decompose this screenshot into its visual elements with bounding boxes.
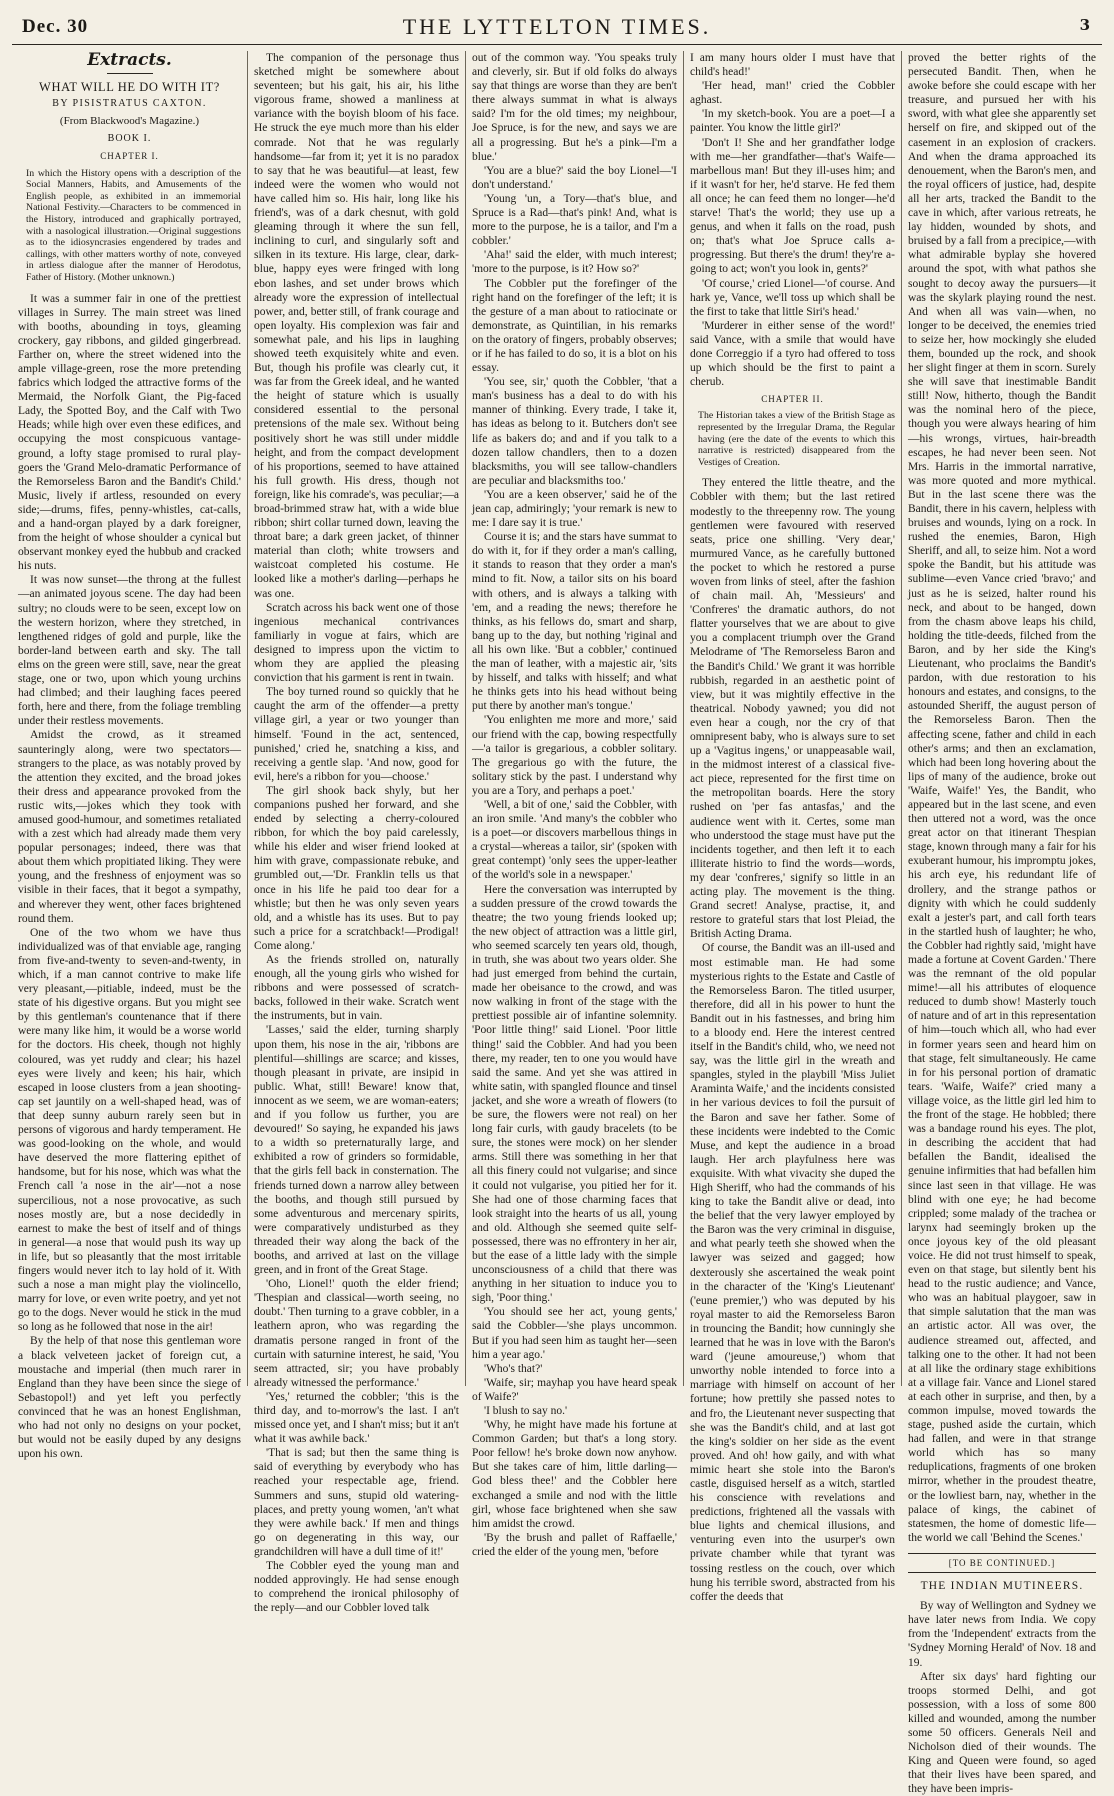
paragraph: By way of Wellington and Sydney we have later news from India. We copy from the 'Independent' extracts from the 'Sydney Morning Herald' of Nov. 18 and 19. [908,1600,1096,1669]
article-byline: BY PISISTRATUS CAXTON. [52,98,207,110]
paragraph: After six days' hard fighting our troops stormed Delhi, and got possession, with a loss of some 800 killed and wounded, among the number some 50 officers. Generals Neil and Nicholson died of their wounds. The King and Queen were found, so aged that their lives have been spared, and they have been impris- [908,1670,1096,1796]
paragraph: One of the two whom we have thus individualized was of that enviable age, ranging from five-and-twenty to seven-and-twenty, in which, if a man cannot contrive to make life very pleasant,—pitiable, indeed, must be the state of his digestive organs. But you might see by this gentleman's countenance that if there were many like him, it would be a worse world for the doctors. His cheek, though not highly coloured, was yet ruddy and clear; his hazel eyes were lively and keen; his hair, which escaped in loose clusters from a jean shooting-cap set jauntily on a well-shaped head, was of that deep sunny auburn rarely seen but in persons of vigorous and hardy temperament. He was good-looking on the whole, and would have deserved the more flattering epithet of handsome, but for his nose, which was what the French call 'a nose in the air'—not a nose supercilious, not a nose provocative, as such noses mostly are, but a nose decidedly in earnest to make the best of itself and of things in general—a nose that would push its way up in life, but so pleasantly that the most irritable fingers would never itch to lay hold of it. With such a nose a man might play the violincello, marry for love, or even write poetry, and yet not go to the dogs. Never would he stick in the mud so long as he followed that nose in the air! [18,926,241,1334]
paragraph: They entered the little theatre, and the Cobbler with them; but the last retired modestly to the threepenny row. The young gentlemen were favoured with reserved seats, price one shilling. 'Very dear,' murmured Vance, as he carefully buttoned the pocket to which he restored a purse woven from links of steel, after the fashion of chain mail. Ah, 'Messieurs' and 'Confreres' the dramatic authors, do not flatter yourselves that we are about to give you a complacent triumph over the Grand Melodrame of 'The Remorseless Baron and the Bandit's Child.' We grant it was horrible rubbish, regarded in an aesthetic point of view, but it was mightily effective in the theatrical. Nobody yawned; you did not even hear a cough, nor the cry of that omnipresent baby, who is always sure to set up a 'Vagitus ingens,' or unappeasable wail, in the midmost interest of a classical five-act piece, represented for the first time on the metropolitan boards. Here the story rushed on 'per fas antasfas,' and the audience went with it. Certes, some man who understood the stage must have put the incidents together, and then left it to each illiterate histrio to find the words—words, my dear 'confreres,' signify so little in an acting play. The movement is the thing. Grand secret! Analyse, practise, it, and restore to grateful stars that lost Pleiad, the British Acting Drama. [690,477,895,941]
masthead [12,10,1102,45]
paragraph: The boy turned round so quickly that he caught the arm of the offender—a pretty village girl, a year or two younger than himself. 'Found in the act, sentenced, punished,' cried he, snatching a kiss, and receiving a gentle slap. 'And now, good for evil, here's a ribbon for you—choose.' [254,686,459,783]
chapter-2-heading: CHAPTER II. [761,394,824,405]
to-be-continued: [TO BE CONTINUED.] [908,1553,1096,1573]
chapter-2-synopsis: The Historian takes a view of the British Stage as represented by the Irregular Drama, the Regular having (ere the date of the events to which this narrative is restricted) disappeared from the Vestiges of Creation. [698,410,895,468]
paragraph: Scratch across his back went one of those ingenious mechanical contrivances familiarly in vogue at fairs, which are designed to impress upon the victim to whom they are applied the pleasing conviction that his garment is rent in twain. [254,601,459,685]
paragraph: 'Who's that?' [484,1362,543,1375]
paragraph: The Cobbler eyed the young man and nodded approvingly. He had sense enough to comprehend the ironical philosophy of the reply—and our Cobbler loved talk [254,1560,459,1615]
paragraph: 'By the brush and pallet of Raffaelle,' cried the elder of the young men, 'before [472,1531,677,1558]
paragraph: 'Waife, sir; mayhap you have heard speak of Waife?' [472,1376,677,1403]
paragraph: It was now sunset—the throng at the fullest—an animated joyous scene. The day had been sultry; no clouds were to be seen, except low on the western horizon, where they stretched, in lengthened ridges of gold and purple, like the border-land between earth and sky. The tall elms on the green were still, save, near the great stage, one or two, upon which young urchins had climbed; and their laughing faces peered forth, here and there, from the foliage trembling under their restless movements. [18,574,241,728]
chapter-1-heading: CHAPTER I. [100,151,159,162]
issue-date: Dec. 30 [22,16,89,37]
paragraph: It was a summer fair in one of the prettiest villages in Surrey. The main street was lined with booths, abounding in toys, gleaming crockery, gay ribbons, and gilded gingerbread. Farther on, where the street widened into the ample village-green, rose the more pretending fabrics which lodged the attractive forms of the Mermaid, the Norfolk Giant, the Pig-faced Lady, the Spotted Boy, and the Calf with Two Heads; while high over even these edifices, and occupying the most conspicuous vantage-ground, a lofty stage promised to rural play-goers the 'Grand Melo-dramatic Performance of the Remorseless Baron and the Bandit's Child.' Music, lively if artless, resounded on every side;—drums, fifes, penny-whistles, cat-calls, and a hand-organ played by a dark foreigner, from the height of whose shoulder a cynical but observant monkey eyed the hubbub and cracked his nuts. [18,292,241,573]
column-4 [684,51,902,1603]
paragraph: Amidst the crowd, as it streamed saunteringly along, were two spectators—strangers to the place, as was notably proved by the attention they excited, and the broad jokes their dress and appearance provoked from the rustic wits,—jokes which they took with amused good-humour, and sometimes retaliated with a zest which had already made them very popular personages; indeed, there was that about them which propitiated liking. They were young, and the freshness of enjoyment was so visible in their faces, that it begot a sympathy, and wherever they went, other faces brightened round them. [18,729,241,925]
paragraph: 'You should see her act, young gents,' said the Cobbler—'she plays uncommon. But if you had seen him as taught her—seen him a year ago.' [472,1306,677,1361]
paragraph: Course it is; and the stars have summat to do with it, for if they order a man's calling, it stands to reason that they order a man's mind to fit. Now, a tailor sits on his board with others, and is always a talking with 'em, and a reading the news; therefore he thinks, as his fellows do, smart and sharp, bang up to the day, but nothing 'riginal and all his own like. 'But a cobbler,' continued the man of leather, with a majestic air, 'sits by hisself, and talks with hisself; and what he thinks gets into his head without being put there by another man's tongue.' [472,531,677,713]
paragraph: 'Well, a bit of one,' said the Cobbler, with an iron smile. 'And many's the cobbler who is a poet—or discovers marbellous things in a crystal—whereas a tailor, sir' (spoken with great contempt) 'only sees the upper-leather of the world's sole in a newspaper.' [472,798,677,882]
paragraph: 'I blush to say no.' [484,1405,568,1417]
paragraph: 'Murderer in either sense of the word!' said Vance, with a smile that would have done Correggio if a tyro had offered to toss up which should be the first to paint a cherub. [690,319,895,389]
paragraph: 'In my sketch-book. You are a poet—I a painter. You know the little girl?' [690,108,895,135]
paragraph: 'Oho, Lionel!' quoth the elder friend; 'Thespian and classical—worth seeing, no doubt.' Then turning to a grave cobbler, in a leathern apron, who was regarding the dramatis persone ranged in front of the curtain with saturnine interest, he said, 'You seem attracted, sir; you have probably already witnessed the performance.' [254,1278,459,1389]
paragraph: 'You see, sir,' quoth the Cobbler, 'that a man's business has a deal to do with his manner of thinking. Every trade, I take it, has ideas as belong to it. Butchers don't see life as bakers do; and and if you talk to a dozen tallow chandlers, then to a dozen blacksmiths, you will see tallow-chandlers are peculiar and blacksmiths too.' [472,376,677,487]
section-title: Extracts. [87,50,172,70]
paragraph: out of the common way. 'You speaks truly and cleverly, sir. But if old folks do always say that things are worse than they are ben't there always summat in what is always said? I'm for the old times; my neighbour, Joe Spruce, is for the new, and says we are all a progressing. But he's a pink—I'm a blue.' [472,52,677,163]
column-1 [12,50,248,1461]
paragraph: The girl shook back shyly, but her companions pushed her forward, and she ended by selecting a cherry-coloured ribbon, for which the boy paid carelessly, while his elder and wiser friend looked at him with grave, compassionate rebuke, and grumbled out,—'Dr. Franklin tells us that once in his life he paid too dear for a whistle; but then he was only seven years old, and a whistle has its uses. But to pay such a price for a scratchback!—Prodigal! Come along.' [254,784,459,952]
newspaper-title: THE LYTTELTON TIMES. [402,14,712,39]
paragraph: proved the better rights of the persecuted Bandit. Then, when he awoke before she could escape with her treasure, and pursued her with his sword, with what glee she apparently set herself on fire, and skipped out of the casement in an explosion of crackers. And when the drama approached its denouement, when the Baron's men, and the royal officers of justice, had, despite all her arts, tracked the Bandit to the cave in which, after various retreats, he lay hidden, wounded by shots, and bruised by a fall from a precipice,—with what admirable byplay she hovered around the spot, with what pathos she sought to decoy away the pursuers—it was the skylark playing round the nest. And when all was vain—when, no longer to be deceived, the enemies tried to seize her, how mockingly she eluded them, bounded up the rock, and shook her slight finger at them in scorn. Surely she will save that inestimable Bandit still! Now, hitherto, though the Bandit was the nominal hero of the piece, though you were always hearing of him—his wrongs, virtues, hair-breadth escapes, he had never been seen. Not Mrs. Harris in the immortal narrative, was more quoted and more mythical. But in the last scene there was the Bandit, there in his cavern, helpless with bruises and wounds, lying on a rock. In rushed the enemies, Baron, High Sheriff, and all, to seize him. Not a word spoke the Bandit, but his attitude was sublime—even Vance cried 'bravo;' and just as he is seized, halter round his neck, and about to be hanged, down from the chasm above leaps his child, holding the title-deeds, filched from the Baron, and by her side the King's Lieutenant, who proclaims the Bandit's pardon, with due restoration to his honours and estates, and consigns, to the astounded Sheriff, the august person of the Remorseless Baron. Then the affecting scene, father and child in each other's arms; and then an exclamation, which had been long hovering about the lips of many of the audience, broke out 'Waife, Waife!' Yes, the Bandit, who appeared but in the last scene, and even then uttered not a word, was the once great actor on that itinerant Thespian stage, known through many a fair for his exuberant humour, his impromptu jokes, his arch eye, his redundant life of drollery, and the strange pathos or dignity with which he could suddenly exalt a jester's part, and call forth tears in the startled hush of laughter; he who, the Cobbler had rightly said, 'might have made a fortune at Covent Garden.' There was the remnant of the old popular mime!—all his attributes of eloquence reduced to dumb show! Masterly touch of nature and of art in this representation of him—touch which all, who had ever in former years seen and heard him on that stage, felt simultaneously. He came in for his personal portion of dramatic tears. 'Waife, Waife?' cried many a village voice, as the little girl led him to the front of the stage. He hobbled; there was a bandage round his eyes. The plot, in describing the accident that had befallen the Bandit, idealised the genuine infirmities that had befallen him since last seen in that village. He was blind with one eye; he had become crippled; some malady of the trachea or larynx had seemingly broken up the once joyous key of the old pleasant voice. He did not trust himself to speak, even on that stage, but silently bent his head to the rustic audience; and Vance, who was an habitual playgoer, saw in that simple salutation that the man was an artistic actor. All was over, the audience streamed out, affected, and talking one to the other. It had not been at all like the ordinary stage exhibitions at a village fair. Vance and Lionel stared at each other in surprise, and then, by a common impulse, moved towards the stage, pushed aside the curtain, which had fallen, and were in that strange world which has so many reduplications, fragments of one broken mirror, whether in the proudest theatre, or the lowliest barn, nay, whether in the palace of kings, the cabinet of statesmen, the home of domestic life—the world we call 'Behind the Scenes.' [908,52,1096,1544]
paragraph: 'Don't I! She and her grandfather lodge with me—her grandfather—that's Waife—marbellous man! But they ill-uses him; and if it wasn't for her, he'd starve. He fed them all once; he can feed them no longer—he'd starve! That's the world; they use up a genus, and when it falls on the road, push on; that's what Joe Spruce calls a-progressing. But there's the drum! they're a-going to act; won't you look in, gents?' [690,136,895,276]
paragraph: 'Young 'un, a Tory—that's blue, and Spruce is a Rad—that's pink! And, what is more to the purpose, he is a tailor, and I'm a cobbler.' [472,192,677,248]
column-2 [248,51,466,1615]
article-title: WHAT WILL HE DO WITH IT? [39,80,220,95]
paragraph: I am many hours older I must have that child's head!' [690,52,895,79]
paragraph: 'Aha!' said the elder, with much interest; 'more to the purpose, is it? How so?' [472,249,677,276]
paragraph: 'Of course,' cried Lionel—'of course. And hark ye, Vance, we'll toss up which shall be the first to take that little Siri's head.' [690,277,895,318]
paragraph: 'That is sad; but then the same thing is said of everything by everybody who has reached your respectable age, friend. Summers and suns, stupid old watering-places, and pretty young women, 'an't what they were awhile back.' If men and things go on degenerating in this way, our grandchildren will have a dull time of it!' [254,1447,459,1558]
paragraph: 'Her head, man!' cried the Cobbler aghast. [690,80,895,107]
paragraph: 'Yes,' returned the cobbler; 'this is the third day, and to-morrow's the last. I an't missed once yet, and I shan't miss; but it an't what it was awhile back.' [254,1390,459,1446]
paragraph: The Cobbler put the forefinger of the right hand on the forefinger of the left; it is the gesture of a man about to ratiocinate or demonstrate, as Quintilian, in his remarks on the oratory of fingers, probably observes; or if he has failed to do so, it is a blot on his essay. [472,277,677,375]
page-number: 3 [1079,16,1090,34]
paragraph: Of course, the Bandit was an ill-used and most estimable man. He had some mysterious rights to the Estate and Castle of the Remorseless Baron. The titled usurper, therefore, did all in his power to hunt the Bandit out in his fastnesses, and bring him to a bloody end. Here the interest centred itself in the Bandit's child, who, we need not say, was the little girl in the wreath and spangles, styled in the playbill 'Miss Juliet Araminta Waife,' and the incidents consisted in her various devices to foil the pursuit of the Baron and save her father. Some of these incidents were indebted to the Comic Muse, and kept the audience in a broad laugh. Her arch playfulness here was exquisite. With what vivacity she duped the High Sheriff, who had the commands of his king to take the Bandit alive or dead, into the belief that the very lawyer employed by the Baron was the very criminal in disguise, and what pearly teeth she showed when the lawyer was seized and gagged; how dexterously she ascertained the weak point in the character of the 'King's Lieutenant' ('eune premier,') who was deputed by his royal master to aid the Remorseless Baron in trouncing the Bandit; how cunningly she learned that he was in love with the Baron's ward ('jeune amoureuse,') whom that unworthy noble intended to force into a marriage with himself on account of her fortune; how prettily she passed notes to and fro, the Lieutenant never suspecting that she was the Bandit's child, and at last got the king's soldier on her side as the event proved. And oh! how gaily, and with what mimic heart she stole into the Baron's castle, disguised herself as a witch, startled his conscience with revelations and predictions, frightened all the vassals with blue lights and chemical illusions, and venturing even into the usurper's own private chamber while that tyrant was tossing restless on the couch, over which hung his terrible sword, abstracted from his coffer the deeds that [690,942,895,1603]
paragraph: The companion of the personage thus sketched might be somewhere about seventeen; but his gait, his air, his lithe vigorous frame, showed a manliness at variance with the boyish bloom of his face. He struck the eye much more than his elder comrade. Not that he was regularly handsome—far from it; yet it is no paradox to say that he was beautiful—at least, few indeed were the women who would not have called him so. His hair, long like his friend's, was of a dark chesnut, with gold gleaming through it where the sun fell, inclining to curl, and singularly soft and silken in its texture. His large, clear, dark-blue, happy eyes were fringed with long ebon lashes, and set under brows which already wore the expression of intellectual power, and, better still, of frank courage and open loyalty. His complexion was fair and somewhat pale, and his lips in laughing showed teeth exquisitely white and even. But, though his profile was clearly cut, it was far from the Greek ideal, and he wanted the height of stature which is usually considered essential to the personal pretensions of the male sex. Without being positively short he was still under middle height, and from the compact development of his proportions, seemed to have attained his full growth. His dress, though not foreign, like his comrade's, was peculiar;—a broad-brimmed straw hat, with a wide blue ribbon; shirt collar turned down, leaving the throat bare; a dark green jacket, of thinner material than cloth; white trowsers and waistcoat completed his costume. He looked like a mother's darling—perhaps he was one. [254,52,459,600]
chapter-1-synopsis: In which the History opens with a description of the Social Manners, Habits, and Amusements of the English people, as exhibited in an immemorial National Festivity.—Characters to be commenced in the History, introduced and graphically portrayed, with a nasological illustration.—Original suggestions as to the idiosyncrasies engendered by trades and callings, with other matters worthy of note, conveyed in artless dialogue after the manner of Herodotus, Father of History. (Mother unknown.) [26,167,241,283]
paragraph: As the friends strolled on, naturally enough, all the young girls who wished for ribbons and were possessed of scratch-backs, followed in their wake. Scratch went the instruments, but in vain. [254,954,459,1023]
book-heading: BOOK I. [107,133,152,145]
paragraph: 'You enlighten me more and more,' said our friend with the cap, bowing respectfully—'a tailor is gregarious, a cobbler solitary. The gregarious go with the future, the solitary stick by the past. I understand why you are a Tory, and perhaps a poet.' [472,714,677,797]
column-5 [902,51,1102,1796]
paragraph: Here the conversation was interrupted by a sudden pressure of the crowd towards the theatre; the two young friends looked up; the new object of attraction was a little girl, who seemed scarcely ten years old, though, in truth, she was about two years older. She had just emerged from behind the curtain, made her obeisance to the crowd, and was now walking in front of the stage with the prettiest possible air of infantine solemnity. 'Poor little thing!' said Lionel. 'Poor little thing!' said the Cobbler. And had you been there, my reader, ten to one you would have said the same. And yet she was attired in white satin, with spangled flounce and tinsel jacket, and she wore a wreath of flowers (to be sure, the flowers were not real) on her long fair curls, with gaudy bracelets (to be sure, the stones were mock) on her slender arms. Still there was something in her that all this finery could not vulgarise; and since it could not vulgarise, you pitied her for it. She had one of those charming faces that look straight into the hearts of us all, young and old. Although she seemed quite self-possessed, there was no effrontery in her air, but the ease of a little lady with the simple unconsciousness of a child that there was anything in her situation to induce you to sigh, 'Poor thing.' [472,883,677,1305]
column-3 [466,51,684,1558]
paragraph: 'You are a blue?' said the boy Lionel—'I don't understand.' [472,164,677,191]
paragraph: 'Why, he might have made his fortune at Common Garden; but that's a long story. Poor fellow! he's broke down now anyhow. But she takes care of him, little darling—God bless thee!' and the Cobbler here exchanged a smile and nod with the little girl, whose face brightened when she saw him amidst the crowd. [472,1419,677,1530]
article-source: (From Blackwood's Magazine.) [59,115,200,128]
columns [12,50,1102,1796]
paragraph: By the help of that nose this gentleman wore a black velveteen jacket of foreign cut, a moustache and imperial (then much rarer in England than they have been since the siege of Sebastopol!) and yet left you perfectly convinced that he was an honest Englishman, who had not only no designs on your pocket, but would not be easily duped by any designs upon his own. [18,1335,241,1461]
title-rule [107,73,153,74]
paragraph: 'You are a keen observer,' said he of the jean cap, admiringly; 'your remark is new to me: I dare say it is true.' [472,488,677,530]
paragraph: 'Lasses,' said the elder, turning sharply upon them, his nose in the air, 'ribbons are plentiful—shillings are scarce; and kisses, though pleasant in private, are insipid in public. What, still! Beware! know that, innocent as we seem, we are woman-eaters; and if you follow us further, you are devoured!' So saying, he expanded his jaws to a width so preternaturally large, and exhibited a row of grinders so formidable, that the girls fell back in consternation. The friends turned down a narrow alley between the booths, and though still pursued by some adventurous and mercenary spirits, were comparatively undisturbed as they threaded their way along the back of the booths, and arrived at last on the village green, and in front of the Great Stage. [254,1024,459,1277]
article-2-title: THE INDIAN MUTINEERS. [920,1580,1084,1593]
